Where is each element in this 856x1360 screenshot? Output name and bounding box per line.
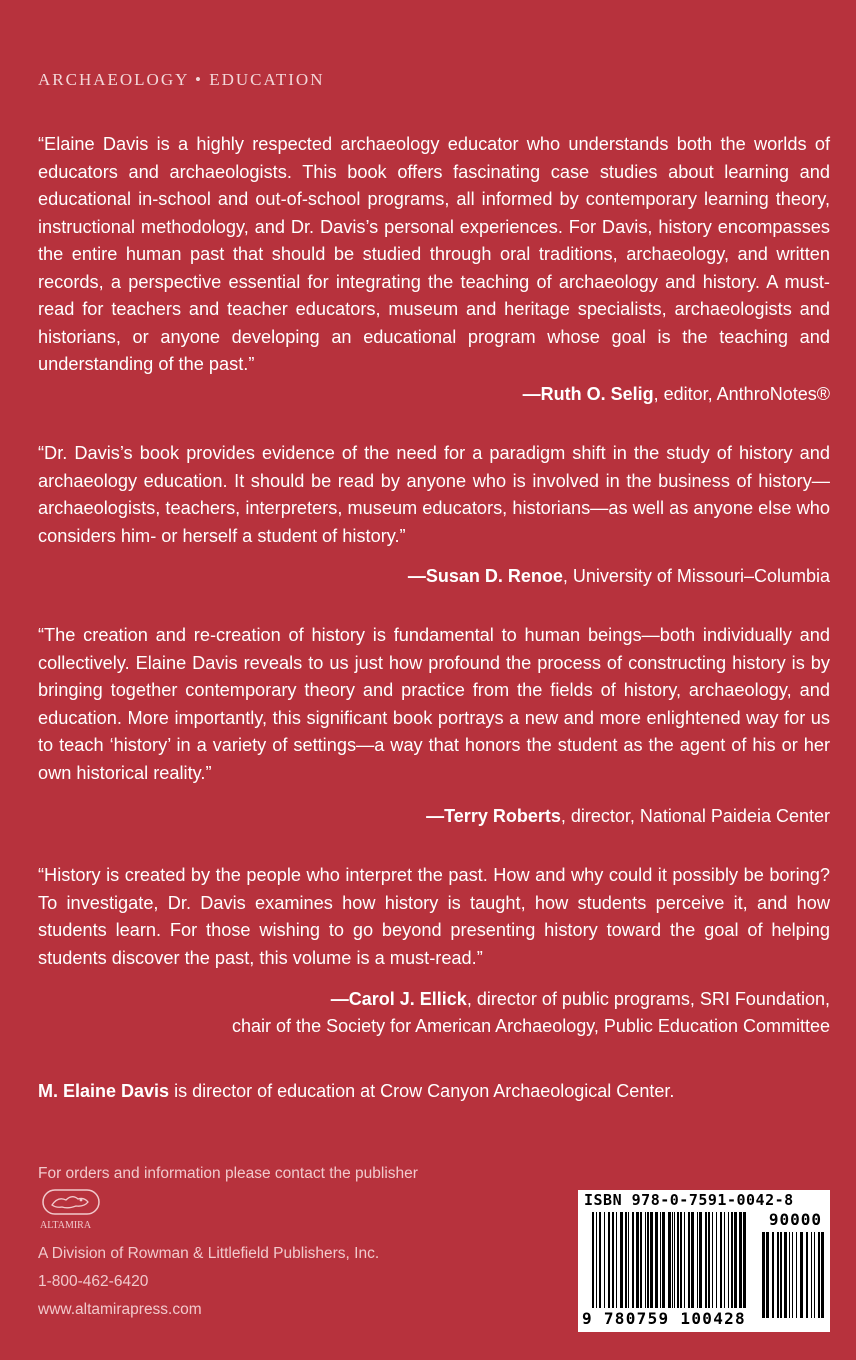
barcode-bar (628, 1212, 629, 1308)
barcode-bar (612, 1212, 614, 1308)
altamira-logo-text: ALTAMIRA (40, 1220, 92, 1231)
barcode-bar (645, 1212, 646, 1308)
publisher-contact: For orders and information please contact the publisher (38, 1165, 418, 1182)
barcode-bar (780, 1232, 782, 1318)
barcode-bar (640, 1212, 642, 1308)
blurb-quote-1: “Elaine Davis is a highly respected archaeology educator who understands both the worlds of educators and archaeologists. This book offers fascinating case studies about learning and educational in-school and out-of-school programs, all informed by contemporary learning theory, instructional methodology, and Dr. Davis’s personal experiences. For Davis, history encompasses the entire human past that should be studied through oral traditions, archaeology, and written records, a perspective essential for integrating the teaching of archaeology and history. A must-read for teachers and teacher educators, museum and heritage specialists, archaeologists and historians, or anyone developing an educational program whose goal is the teaching and understanding of the past.” (38, 134, 830, 374)
barcode-bar (672, 1212, 673, 1308)
reviewer-role: , director of public programs, SRI Foundation, (466, 989, 830, 1009)
barcode-bar (620, 1212, 623, 1308)
barcode-bar (680, 1212, 682, 1308)
barcode-bar (784, 1232, 787, 1318)
blurb-quote-2: “Dr. Davis’s book provides evidence of the need for a paradigm shift in the study of history and archaeology education. It should be read by anyone who is involved in the business of history—archaeologists, teachers, interpreters, museum educators, historians—as well as anyone else who considers him- or herself a student of history.” (38, 443, 830, 546)
barcode-bar (777, 1232, 779, 1318)
barcode-bar (731, 1212, 733, 1308)
author-bio (38, 1078, 828, 1105)
reviewer-name: —Carol J. Ellick (330, 989, 467, 1009)
blurb-attribution-3 (30, 803, 830, 830)
barcode-bar (796, 1232, 797, 1318)
barcode-bar (743, 1212, 746, 1308)
reviewer-name: —Ruth O. Selig (522, 384, 654, 404)
barcode-bar (632, 1212, 634, 1308)
barcode-bar (668, 1212, 671, 1308)
publisher-phone: 1-800-462-6420 (38, 1273, 149, 1290)
barcode-bar (811, 1232, 812, 1318)
barcode-bar (716, 1212, 717, 1308)
altamira-logo-icon (38, 1188, 108, 1232)
barcode-bar (792, 1232, 793, 1318)
publisher-division: A Division of Rowman & Littlefield Publishers, Inc. (38, 1245, 380, 1262)
blurb-attribution-4 (30, 986, 830, 1040)
barcode-bar (800, 1232, 803, 1318)
barcode-bar (647, 1212, 649, 1308)
barcode-bar (818, 1232, 820, 1318)
barcode-bar (734, 1212, 737, 1308)
barcode-bar (655, 1212, 658, 1308)
blurb-quote-3: “The creation and re-creation of history is fundamental to human beings—both individually and collectively. Elaine Davis reveals to us just how profound the process of constructing history is by bringing together contemporary theory and practice from the fields of history, archaeology, and education. More importantly, this significant book portrays a new and more enlightened way for us to teach ‘history’ in a variety of settings—a way that honors the student as the agent of his or her own historical reality.” (38, 625, 830, 783)
author-name: M. Elaine Davis (38, 1081, 170, 1101)
blurb-quote-4: “History is created by the people who interpret the past. How and why could it possibly be boring? To investigate, Dr. Davis examines how history is taught, how students perceive it, and how students learn. For those wishing to go beyond presenting history toward the goal of helping students discover the past, this volume is a must-read.” (38, 865, 830, 968)
barcode-bar (691, 1212, 694, 1308)
reviewer-role: , University of Missouri–Columbia (562, 566, 830, 586)
barcode-bar (625, 1212, 627, 1308)
barcode-bar (616, 1212, 617, 1308)
barcode-bar (674, 1212, 675, 1308)
publisher-website[interactable]: www.altamirapress.com (38, 1301, 202, 1318)
category-label: ARCHAEOLOGY • EDUCATION (38, 70, 325, 89)
barcode-bar (660, 1212, 661, 1308)
barcode-bar (697, 1212, 698, 1308)
barcode-bar (712, 1212, 713, 1308)
isbn-label: ISBN 978-0-7591-0042-8 (584, 1191, 794, 1209)
barcode-bar (728, 1212, 729, 1308)
barcode-bar (688, 1212, 690, 1308)
barcode-bar (592, 1212, 594, 1308)
barcode-bar (677, 1212, 679, 1308)
barcode-bar (636, 1212, 639, 1308)
barcode-bar (662, 1212, 665, 1308)
barcode-bar (772, 1232, 774, 1318)
publisher-block (38, 1162, 418, 1322)
barcode-bar (739, 1212, 742, 1308)
barcode-bar (762, 1232, 765, 1318)
reviewer-role: , editor, AnthroNotes® (653, 384, 830, 404)
barcode-bar (821, 1232, 824, 1318)
reviewer-name: —Terry Roberts (426, 806, 561, 826)
reviewer-name: —Susan D. Renoe (407, 566, 563, 586)
blurb-attribution-2 (30, 563, 830, 590)
barcode-bar (650, 1212, 653, 1308)
barcode-bar (720, 1212, 722, 1308)
reviewer-role-line-2: chair of the Society for American Archaeology, Public Education Committee (232, 1016, 830, 1036)
author-bio-text: is director of education at Crow Canyon Archaeological Center. (169, 1081, 675, 1101)
barcode-bar (814, 1232, 815, 1318)
barcode-bar (766, 1232, 769, 1318)
barcode-bar (608, 1212, 610, 1308)
barcode-digits: 9 780759 100428 (582, 1309, 746, 1328)
barcode-bar (604, 1212, 605, 1308)
barcode-bar (708, 1212, 710, 1308)
reviewer-role: , director, National Paideia Center (560, 806, 830, 826)
price-code: 90000 (768, 1210, 822, 1229)
barcode-bar (724, 1212, 725, 1308)
barcode-bar (699, 1212, 702, 1308)
isbn-barcode (578, 1190, 830, 1332)
barcode-bar (596, 1212, 597, 1308)
barcode-bar (684, 1212, 685, 1308)
barcode-bar (599, 1212, 601, 1308)
barcode-bar (806, 1232, 808, 1318)
barcode-bar (789, 1232, 790, 1318)
barcode-bar (705, 1212, 707, 1308)
blurb-attribution-1 (30, 381, 830, 408)
